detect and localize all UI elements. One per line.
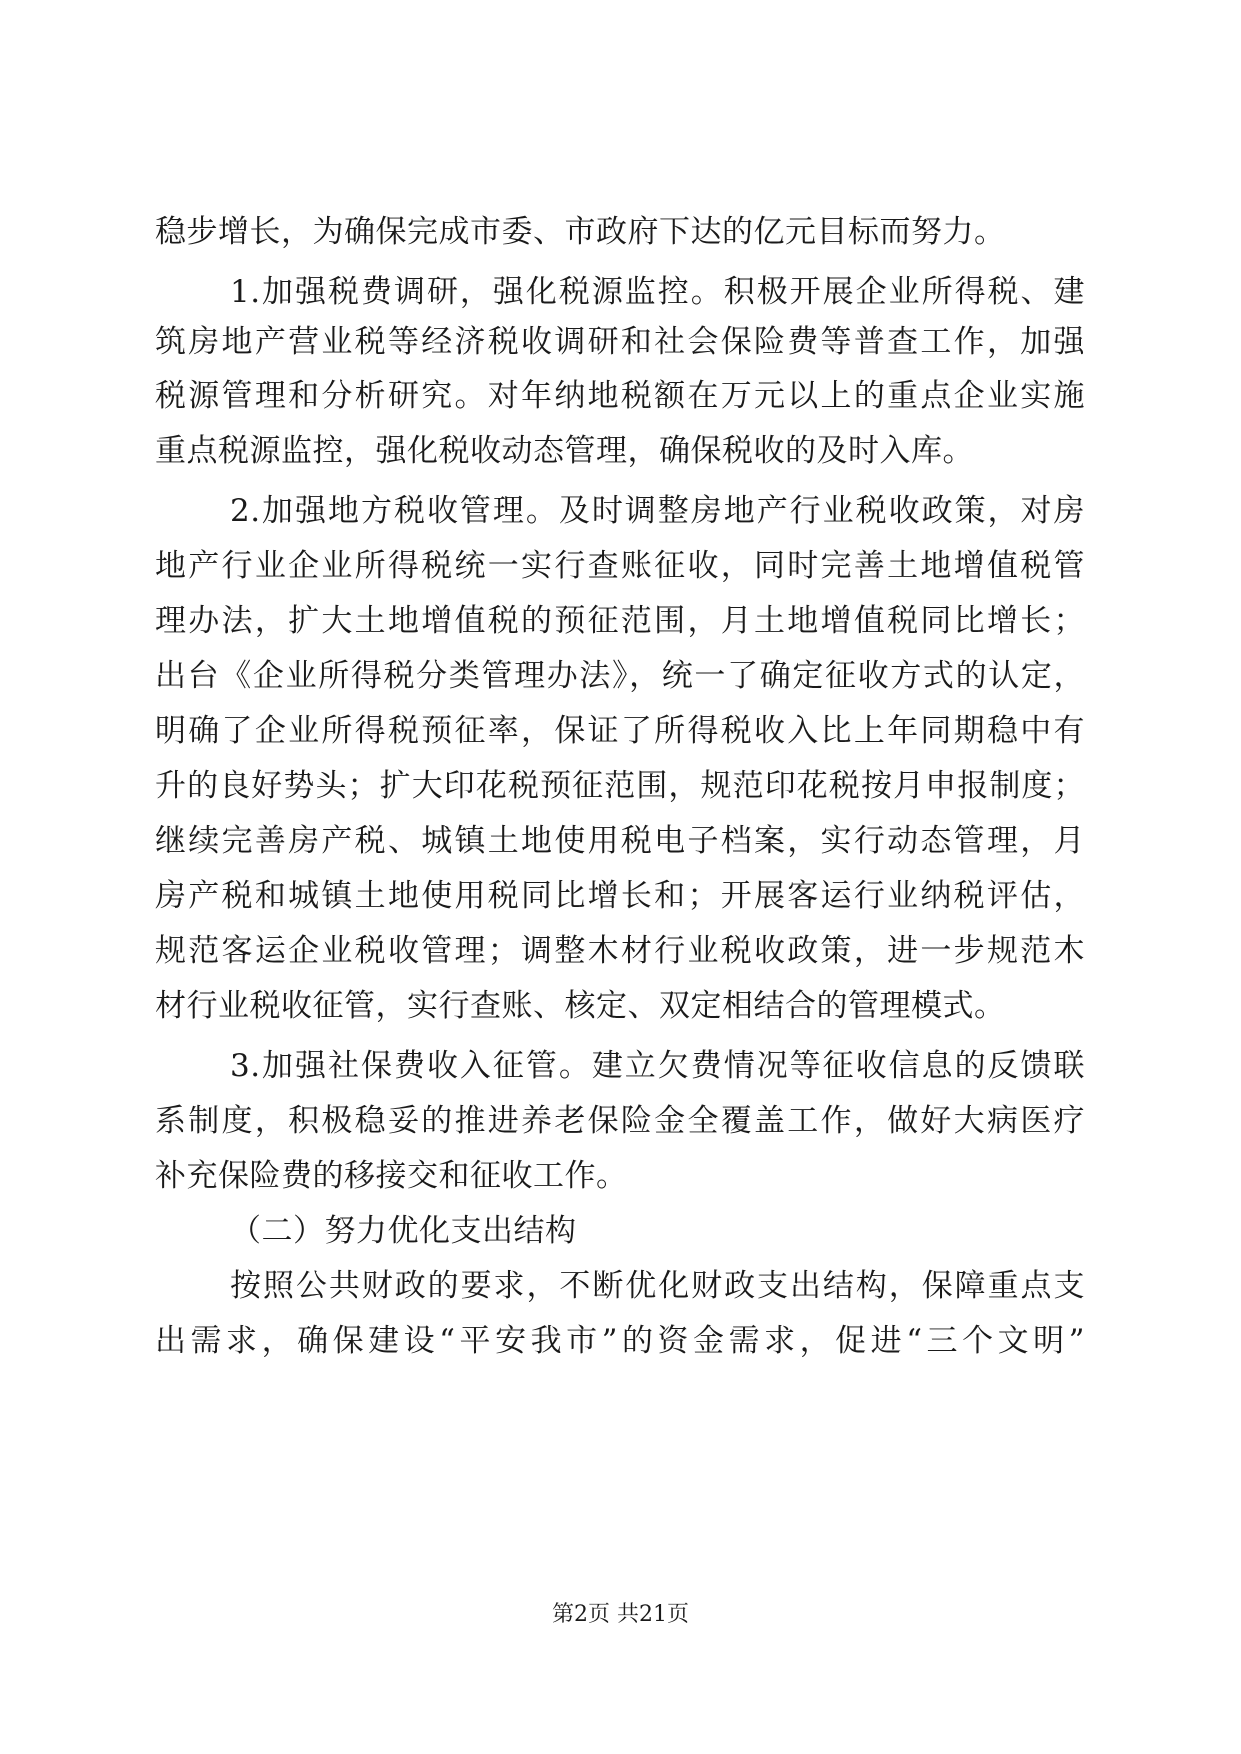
text-line: 明确了企业所得税预征率，保证了所得税收入比上年同期稳中有 (155, 713, 1085, 749)
text-line: 1.加强税费调研，强化税源监控。积极开展企业所得税、建 (230, 274, 1085, 310)
text-line: 筑房地产营业税等经济税收调研和社会保险费等普查工作，加强 (155, 324, 1085, 360)
text-line: 重点税源监控，强化税收动态管理，确保税收的及时入库。 (155, 433, 974, 469)
text-line: 税源管理和分析研究。对年纳地税额在万元以上的重点企业实施 (155, 378, 1085, 414)
text-line: 升的良好势头；扩大印花税预征范围，规范印花税按月申报制度； (155, 768, 1085, 804)
page-number-footer: 第2页 共21页 (552, 1602, 689, 1627)
text-line: 规范客运企业税收管理；调整木材行业税收政策，进一步规范木 (155, 933, 1085, 969)
text-line: 理办法，扩大土地增值税的预征范围，月土地增值税同比增长； (155, 603, 1085, 639)
text-line: 房产税和城镇土地使用税同比增长和；开展客运行业纳税评估， (155, 878, 1085, 914)
text-line: 出台《企业所得税分类管理办法》，统一了确定征收方式的认定， (155, 658, 1085, 694)
text-line: 出需求，确保建设“平安我市”的资金需求，促进“三个文明” (155, 1323, 1085, 1359)
section-heading: （二）努力优化支出结构 (230, 1213, 577, 1249)
text-line: 2.加强地方税收管理。及时调整房地产行业税收政策，对房 (230, 493, 1085, 529)
text-line: 按照公共财政的要求，不断优化财政支出结构，保障重点支 (230, 1268, 1085, 1304)
text-line: 系制度，积极稳妥的推进养老保险金全覆盖工作，做好大病医疗 (155, 1103, 1085, 1139)
text-line: 3.加强社保费收入征管。建立欠费情况等征收信息的反馈联 (230, 1048, 1085, 1084)
text-line: 地产行业企业所得税统一实行查账征收，同时完善土地增值税管 (155, 548, 1085, 584)
text-line: 补充保险费的移接交和征收工作。 (155, 1158, 628, 1194)
text-line: 稳步增长，为确保完成市委、市政府下达的亿元目标而努力。 (155, 214, 1006, 250)
text-line: 继续完善房产税、城镇土地使用税电子档案，实行动态管理，月 (155, 823, 1085, 859)
text-line: 材行业税收征管，实行查账、核定、双定相结合的管理模式。 (155, 988, 1006, 1024)
